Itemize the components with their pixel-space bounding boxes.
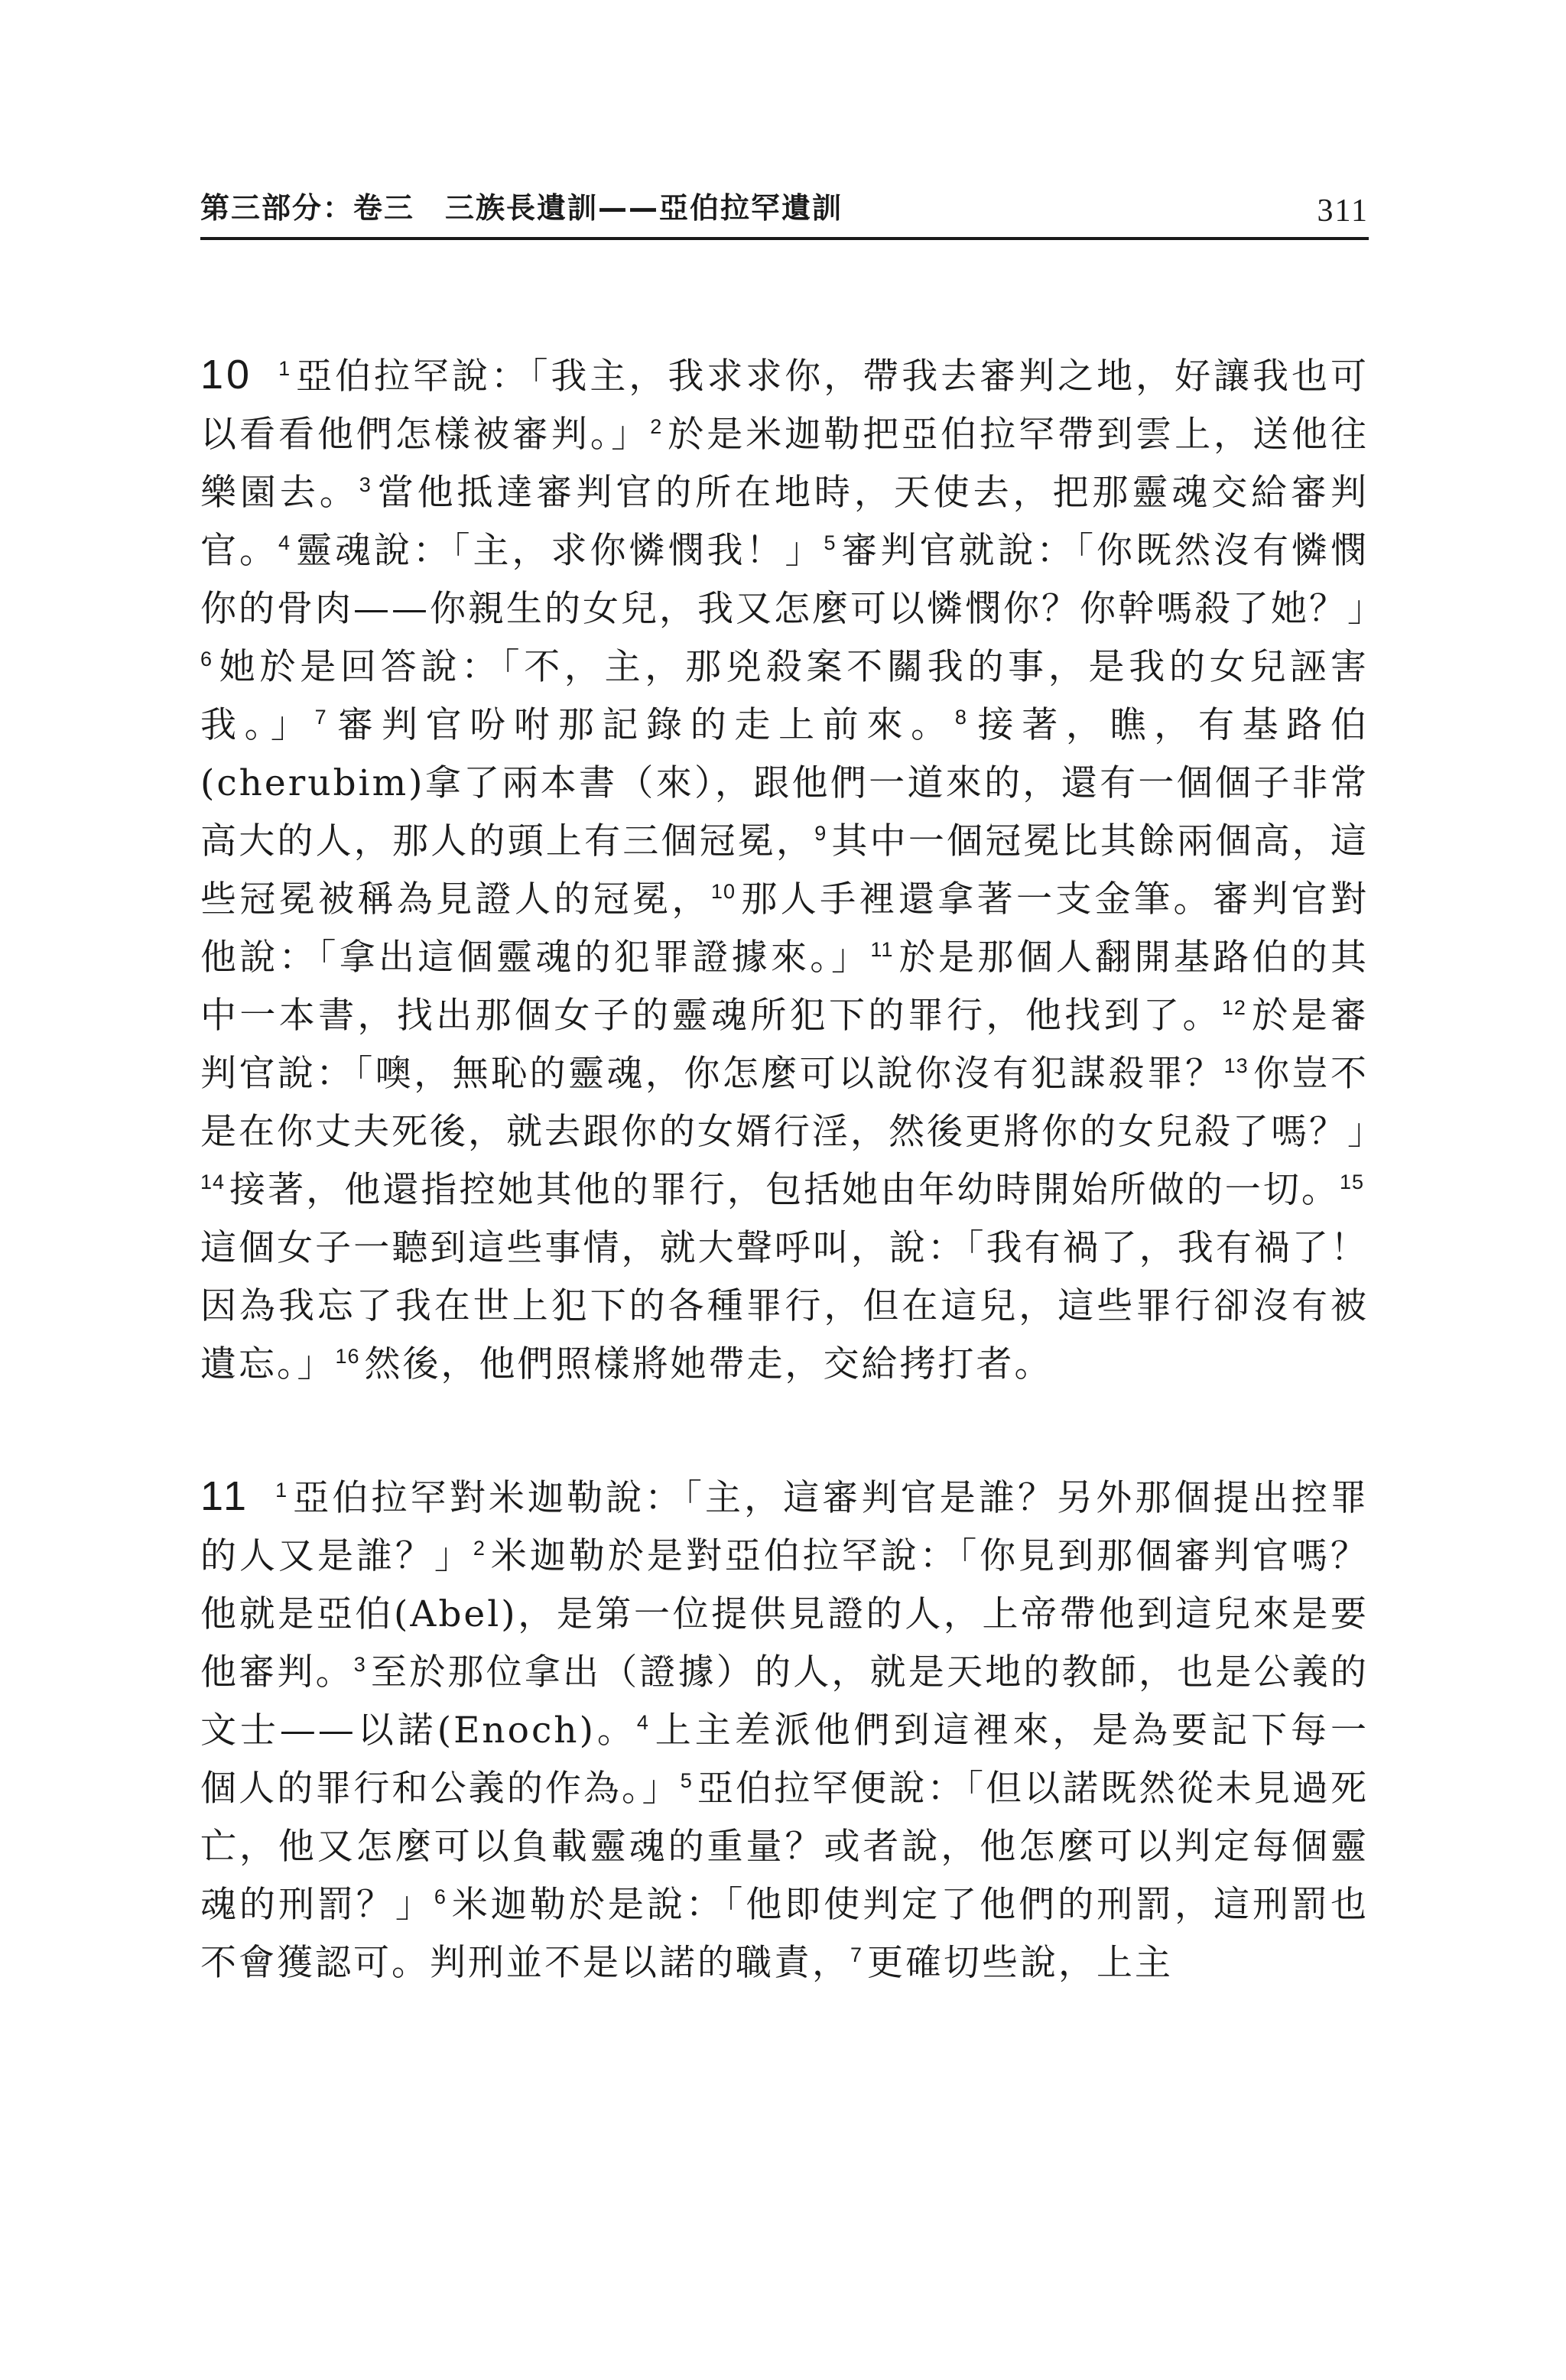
verse-number: 11	[870, 938, 894, 962]
verse-text: 接著，他還指控她其他的罪行，包括她由年幼時開始所做的一切。	[229, 1169, 1340, 1211]
verse-text: 那人手裡還拿著一支金筆。審判官對他說：「拿出這個靈魂的犯罪證據來。」	[200, 878, 1369, 979]
verse-text: 這個女子一聽到這些事情，就大聲呼叫，說：「我有禍了，我有禍了！因為我忘了我在世上犯下的各種罪行，但在這兒，這些罪行卻沒有被遺忘。」	[200, 1227, 1369, 1385]
verse-number: 4	[278, 531, 291, 555]
verse-text: 至於那位拿出（證據）的人，就是天地的教師，也是公義的文士——以諾(Enoch)。	[200, 1651, 1369, 1752]
verse-number: 4	[636, 1711, 649, 1735]
verse-text: 接著，瞧，有基路伯(cherubim)拿了兩本書（來），跟他們一道來的，還有一個個子非常高大的人，那人的頭上有三個冠冕，	[200, 704, 1369, 862]
verse-number: 13	[1223, 1054, 1249, 1078]
verse-number: 10	[710, 880, 736, 904]
verse-number: 8	[954, 706, 967, 729]
verse-number: 5	[824, 531, 837, 555]
verse-text: 其中一個冠冕比其餘兩個高，這些冠冕被稱為見證人的冠冕，	[200, 820, 1369, 921]
verse-number: 12	[1221, 996, 1246, 1020]
verse-number: 1	[278, 357, 291, 381]
verse-text: 然後，他們照樣將她帶走，交給拷打者。	[364, 1343, 1053, 1385]
verse-number: 2	[473, 1537, 486, 1560]
verse-number: 16	[335, 1345, 360, 1369]
verse-text: 亞伯拉罕對米迦勒說：「主，這審判官是誰？另外那個提出控罪的人又是誰？」	[200, 1477, 1369, 1577]
chapter-number: 10	[200, 352, 253, 398]
verse-text: 米迦勒於是對亞伯拉罕說：「你見到那個審判官嗎？他就是亞伯(Abel)，是第一位提供見證的人，上帝帶他到這兒來是要他審判。	[200, 1535, 1369, 1693]
chapter-11-paragraph	[200, 1467, 1369, 1992]
verse-text: 上主差派他們到這裡來，是為要記下每一個人的罪行和公義的作為。」	[200, 1710, 1369, 1810]
verse-text: 於是米迦勒把亞伯拉罕帶到雲上，送他往樂園去。	[200, 414, 1369, 514]
verse-number: 6	[200, 648, 213, 671]
body-text	[200, 346, 1386, 1992]
verse-text: 當他抵達審判官的所在地時，天使去，把那靈魂交給審判官。	[200, 472, 1369, 572]
verse-number: 15	[1339, 1171, 1364, 1194]
verse-number: 14	[200, 1171, 226, 1194]
verse-text: 審判官吩咐那記錄的走上前來。	[331, 704, 955, 746]
verse-text: 亞伯拉罕便說：「但以諾既然從未見過死亡，他又怎麼可以負載靈魂的重量？或者說，他怎麼可以判定每個靈魂的刑罰？」	[200, 1768, 1369, 1926]
verse-text: 審判官就說：「你既然沒有憐憫你的骨肉——你親生的女兒，我又怎麼可以憐憫你？你幹嗎殺了她？」	[200, 530, 1386, 630]
verse-text: 米迦勒於是說：「他即使判定了他們的刑罰，這刑罰也不會獲認可。判刑並不是以諾的職責，	[200, 1884, 1369, 1984]
verse-text: 於是審判官說：「噢，無恥的靈魂，你怎麼可以說你沒有犯謀殺罪？	[200, 995, 1369, 1095]
running-title: 第三部分：卷三 三族長遺訓——亞伯拉罕遺訓	[200, 191, 843, 225]
verse-number: 2	[650, 415, 663, 439]
verse-number: 7	[850, 1943, 863, 1967]
verse-number: 3	[359, 473, 372, 497]
verse-number: 7	[314, 706, 327, 729]
verse-text: 她於是回答說：「不，主，那兇殺案不關我的事，是我的女兒誣害我。」	[200, 646, 1369, 746]
verse-number: 3	[353, 1653, 366, 1677]
verse-number: 5	[680, 1769, 693, 1793]
verse-number: 6	[434, 1885, 447, 1909]
verse-text: 於是那個人翻開基路伯的其中一本書，找出那個女子的靈魂所犯下的罪行，他找到了。	[200, 937, 1369, 1037]
verse-number: 1	[275, 1479, 288, 1502]
verse-text: 靈魂說：「主，求你憐憫我！」	[295, 530, 824, 572]
page-header	[200, 183, 1369, 240]
chapter-10-paragraph	[200, 346, 1386, 1394]
verse-text: 亞伯拉罕說：「我主，我求求你，帶我去審判之地，好讓我也可以看看他們怎樣被審判。」	[200, 356, 1369, 456]
chapter-number: 11	[200, 1473, 250, 1519]
verse-text: 更確切些說，上主	[867, 1942, 1174, 1984]
verse-text: 你豈不是在你丈夫死後，就去跟你的女婿行淫，然後更將你的女兒殺了嗎？」	[200, 1053, 1386, 1153]
verse-number: 9	[814, 822, 827, 846]
page-number: 311	[1317, 193, 1369, 229]
